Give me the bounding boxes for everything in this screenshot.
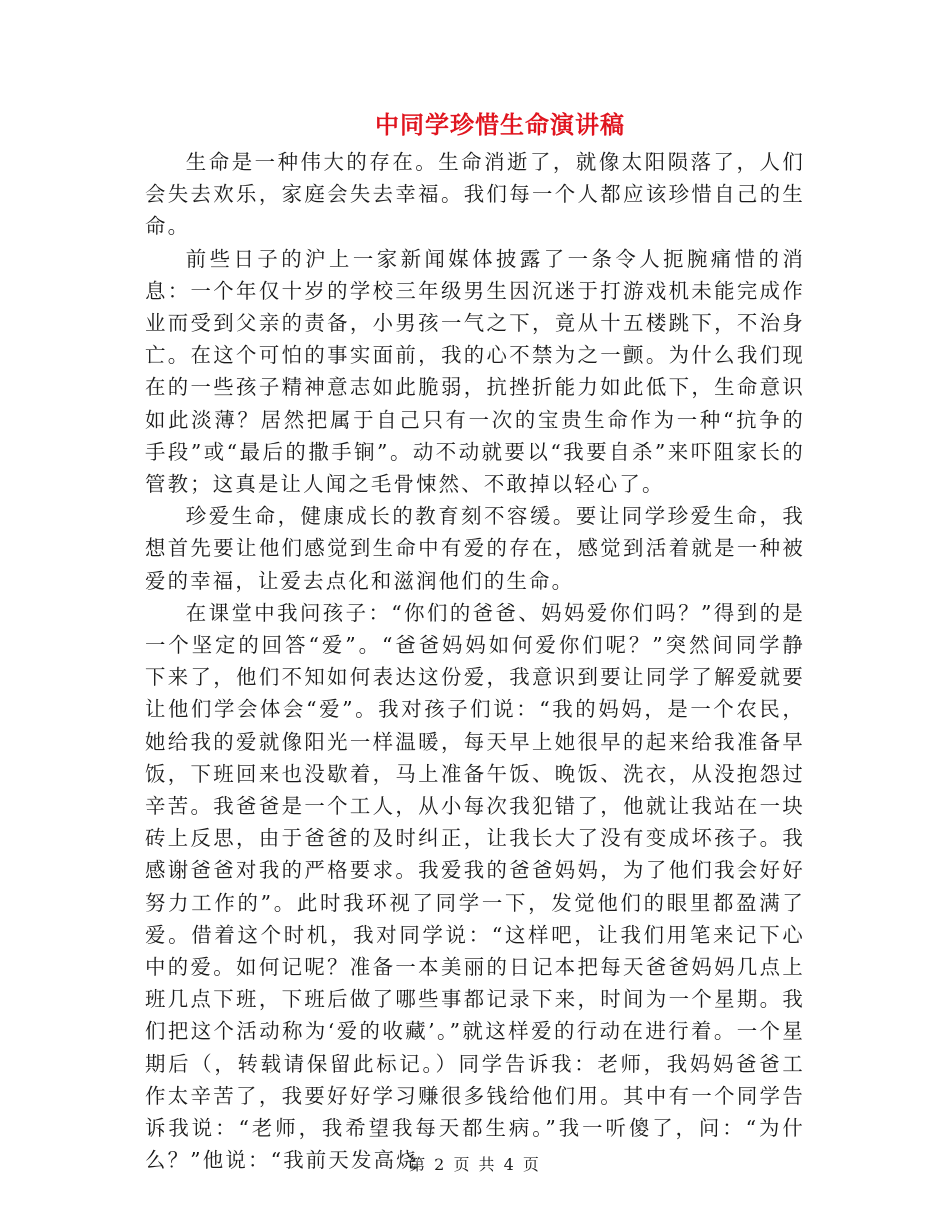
document-body <box>145 146 805 1177</box>
paragraph: 在课堂中我问孩子：“你们的爸爸、妈妈爱你们吗？”得到的是一个坚定的回答“爱”。“爸爸妈妈如何爱你们呢？”突然间同学静下来了，他们不知如何表达这份爱，我意识到要让同学了解爱就要让他们学会体会“爱”。我对孩子们说：“我的妈妈，是一个农民，她给我的爱就像阳光一样温暖，每天早上她很早的起来给我准备早饭，下班回来也没歇着，马上准备午饭、晚饭、洗衣，从没抱怨过辛苦。我爸爸是一个工人，从小每次我犯错了，他就让我站在一块砖上反思，由于爸爸的及时纠正，让我长大了没有变成坏孩子。我感谢爸爸对我的严格要求。我爱我的爸爸妈妈，为了他们我会好好努力工作的”。此时我环视了同学一下，发觉他们的眼里都盈满了爱。借着这个时机，我对同学说：“这样吧，让我们用笔来记下心中的爱。如何记呢？准备一本美丽的日记本把每天爸爸妈妈几点上班几点下班，下班后做了哪些事都记录下来，时间为一个星期。我们把这个活动称为‘爱的收藏’。”就这样爱的行动在进行着。一个星期后（，转载请保留此标记。）同学告诉我：老师，我妈妈爸爸工作太辛苦了，我要好好学习赚很多钱给他们用。其中有一个同学告诉我说：“老师，我希望我每天都生病。”我一听傻了，问：“为什么？”他说：“我前天发高烧 <box>145 600 805 1173</box>
paragraph: 前些日子的沪上一家新闻媒体披露了一条令人扼腕痛惜的消息：一个年仅十岁的学校三年级男生因沉迷于打游戏机未能完成作业而受到父亲的责备，小男孩一气之下，竟从十五楼跳下，不治身亡。在这个可怕的事实面前，我的心不禁为之一颤。为什么我们现在的一些孩子精神意志如此脆弱，抗挫折能力如此低下，生命意识如此淡薄？居然把属于自己只有一次的宝贵生命作为一种“抗争的手段”或“最后的撒手锏”。动不动就要以“我要自杀”来吓阻家长的管教；这真是让人闻之毛骨悚然、不敢掉以轻心了。 <box>145 246 805 497</box>
document-title: 中同学珍惜生命演讲稿 <box>375 110 625 139</box>
paragraph: 生命是一种伟大的存在。生命消逝了，就像太阳陨落了，人们会失去欢乐，家庭会失去幸福。我们每一个人都应该珍惜自己的生命。 <box>145 150 805 239</box>
page-number-footer: 第 2 页 共 4 页 <box>409 1155 541 1174</box>
paragraph: 珍爱生命，健康成长的教育刻不容缓。要让同学珍爱生命，我想首先要让他们感觉到生命中有爱的存在，感觉到活着就是一种被爱的幸福，让爱去点化和滋润他们的生命。 <box>145 504 805 593</box>
